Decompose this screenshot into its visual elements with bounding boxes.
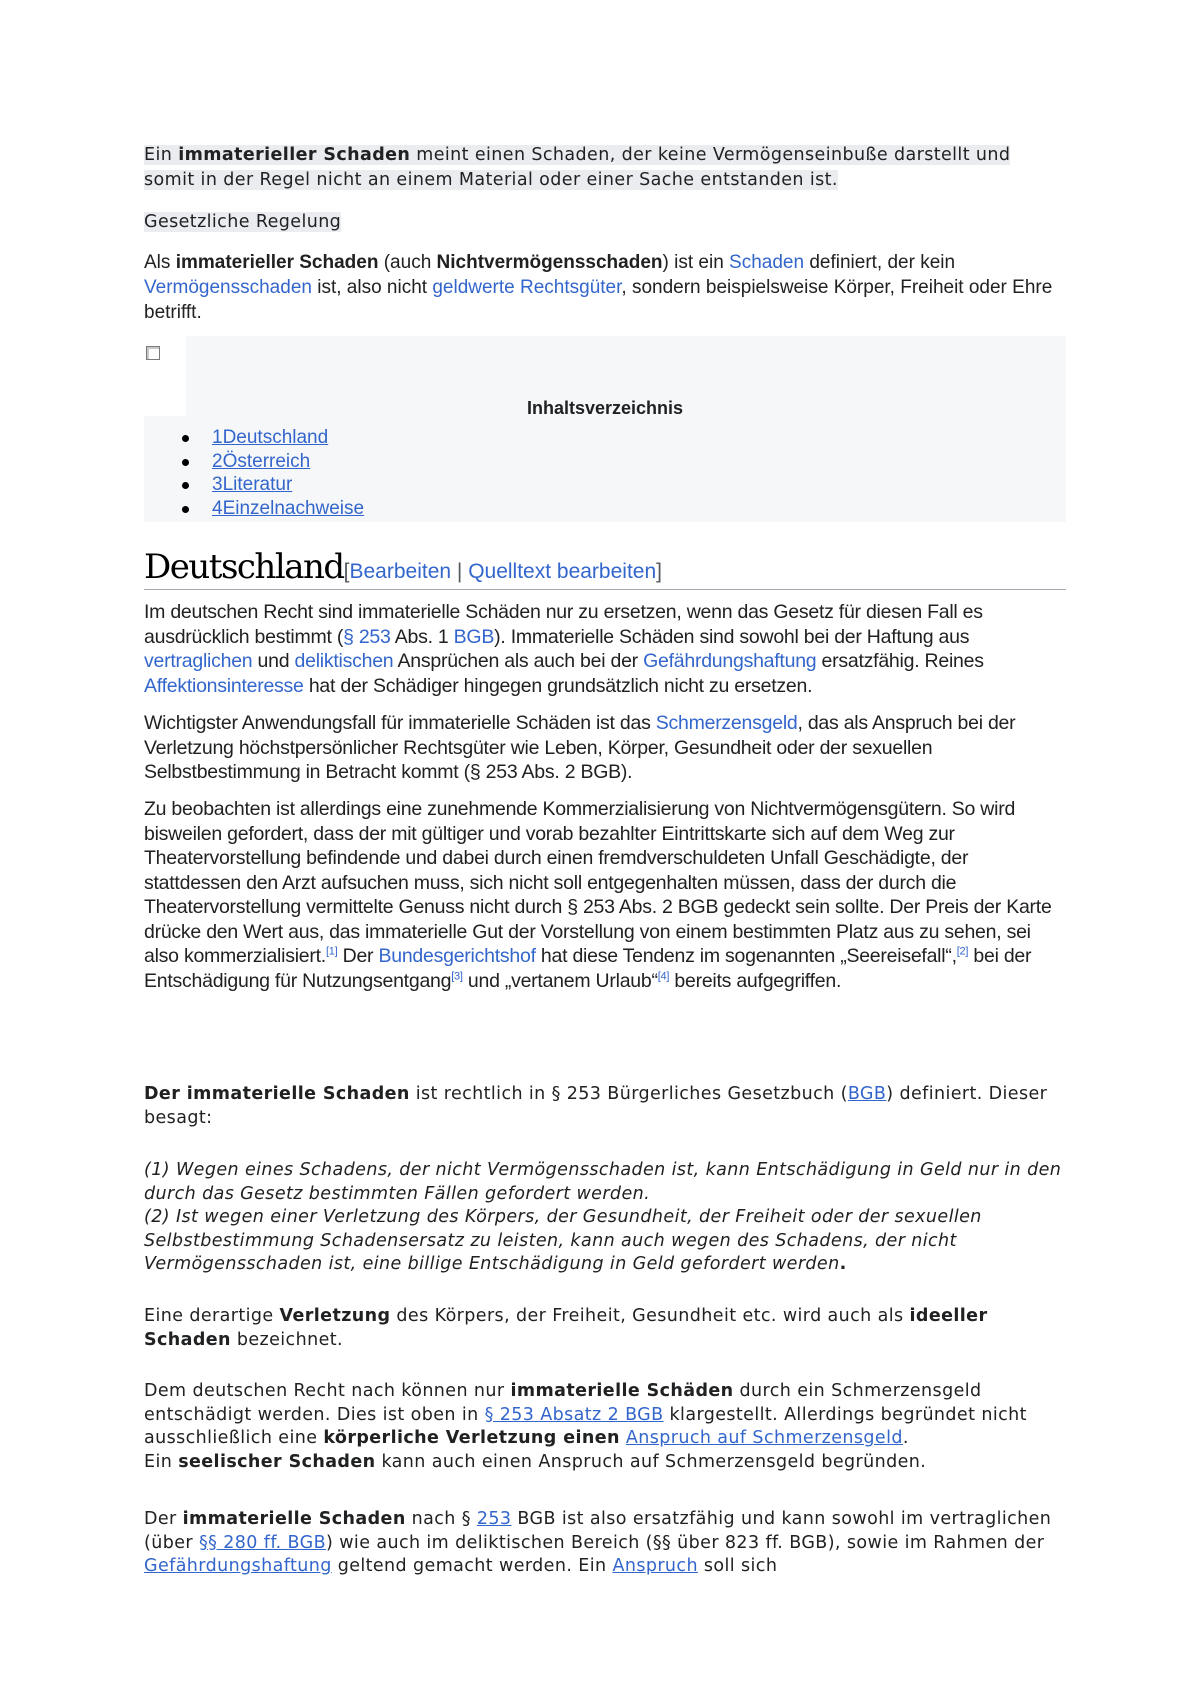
paragraph-text: Ein [144,1451,179,1472]
schmerzensgeld-paragraph [144,1380,1064,1474]
section-title: Deutschland [144,547,344,587]
paragraph-text: Zu beobachten ist allerdings eine zunehmende Kommerzialisierung von Nichtvermögensgütern. So wird bisweilen gefordert, dass der mit gültiger und vorab bezahlter Eintrittskarte sich auf dem Weg zur Theatervorstellung befindende und dabei durch einen fremdverschuldeten Unfall Geschädigte, der stattdessen den Arzt aufsuchen muss, sich nicht soll entgegenhalten müssen, dass der durch die Theatervorstellung vermittelte Genuss nicht durch § 253 Abs. 2 BGB gedeckt sein sollte. Der Preis der Karte drücke den Wert aus, das immaterielle Gut der Vorstellung von einem bestimmten Platz aus zu sehen, sei also kommerzialisiert. [144,798,1052,967]
toc-item [182,473,364,497]
link-affektionsinteresse[interactable]: Affektionsinteresse [144,674,304,697]
law-quote-section-1: (1) Wegen eines Schadens, der nicht Vermögensschaden ist, kann Entschädigung in Geld nur in den durch das Gesetz bestimmten Fällen gefordert werden. [144,1160,1062,1204]
paragraph-text: Wichtigster Anwendungsfall für immaterielle Schäden ist das [144,712,656,734]
toc-toggle-checkbox[interactable] [146,346,160,360]
toc-link-literatur[interactable]: 3Literatur [212,474,293,495]
link-anspruch[interactable]: Anspruch [612,1556,698,1576]
lead-text: Als [144,252,176,273]
paragraph-text: bereits aufgegriffen. [669,969,842,992]
paragraph-text: hat der Schädiger hingegen grundsätzlich nicht zu ersetzen. [303,674,813,697]
link-anspruch-auf-schmerzensgeld[interactable]: Anspruch auf Schmerzensgeld [625,1428,903,1448]
lead-bold-term: Nichtvermögensschaden [436,252,663,273]
paragraph-3 [144,797,1064,993]
toc-link-einzelnachweise[interactable]: 4Einzelnachweise [212,497,365,519]
link-vertraglichen[interactable]: vertraglichen [144,650,253,672]
paragraph-text: Eine derartige [144,1306,280,1326]
intro-text: Ein [144,145,179,165]
lead-text: , sondern beispielsweise Körper, Freiheit oder Ehre betrifft. [144,277,1053,323]
paragraph-text: Der [337,945,379,967]
section-edit-links [344,560,662,583]
toc-item [182,497,364,521]
subheading [144,210,341,234]
paragraph-text: bezeichnet. [230,1329,343,1350]
link-253-absatz-2-bgb[interactable]: § 253 Absatz 2 BGB [484,1404,664,1425]
paragraph-text: hat diese Tendenz im sogenannten „Seereisefall“, [535,945,957,967]
reference-1[interactable]: [1] [325,945,338,958]
table-of-contents [144,336,1066,522]
toc-item [182,450,364,474]
toc-link-oesterreich[interactable]: 2Österreich [212,450,311,472]
toc-item [182,426,364,450]
bold-term: körperliche Verletzung einen [323,1428,620,1448]
link-gefaehrdungshaftung[interactable]: Gefährdungshaftung [144,1556,332,1576]
edit-link[interactable]: Bearbeiten [349,560,452,583]
link-bgb[interactable]: BGB [847,1084,887,1104]
link-253[interactable]: 253 [476,1509,512,1529]
source-edit-link[interactable]: Quelltext bearbeiten [468,560,657,583]
law-quote-end: . [839,1254,847,1274]
toc-title: Inhaltsverzeichnis [526,398,684,418]
intro-highlight [144,145,1010,190]
paragraph-text: BGB ist also ersatzfähig und kann sowohl im vertraglichen (über [144,1509,1052,1553]
paragraph-text: geltend gemacht werden. Ein [331,1556,613,1576]
bold-term: ideeller Schaden [144,1306,988,1350]
lead-text: (auch [378,252,437,273]
definition-paragraph [144,1083,1064,1130]
paragraph-text: , das als Anspruch bei der Verletzung höchstpersönlicher Rechtsgüter wie Leben, Körper, Gesundheit oder der sexuellen Selbstbestimmung in Betracht kommt (§ 253 Abs. 2 BGB). [144,712,1016,783]
paragraph-text: durch ein Schmerzensgeld entschädigt werden. Dies ist oben in [144,1381,982,1425]
ersatzfaehig-paragraph [144,1508,1064,1579]
subheading-text: Gesetzliche Regelung [144,212,342,232]
link-schaden[interactable]: Schaden [729,252,805,273]
paragraph-text: kann auch einen Anspruch auf Schmerzensgeld begründen. [375,1451,927,1472]
bold-term: seelischer Schaden [178,1451,376,1472]
link-deliktischen[interactable]: deliktischen [294,650,394,672]
edit-bracket: [ [343,560,350,583]
toc-link-deutschland[interactable]: 1Deutschland [212,427,329,448]
bold-term: Der immaterielle Schaden [144,1084,410,1104]
link-280-ff-bgb[interactable]: §§ 280 ff. BGB [198,1532,327,1553]
intro-paragraph [144,143,1064,193]
paragraph-text: . [902,1428,909,1448]
paragraph-text: nach § [405,1509,477,1529]
paragraph-text: und „vertanem Urlaub“ [462,969,658,992]
reference-2[interactable]: [2] [956,945,969,958]
paragraph-text: Abs. 1 [390,625,454,648]
paragraph-text: ) wie auch im deliktischen Bereich (§§ über 823 ff. BGB), sowie im Rahmen der [326,1532,1045,1553]
paragraph-text: Im deutschen Recht sind immaterielle Schäden nur zu ersetzen, wenn das Gesetz für diesen Fall es ausdrücklich bestimmt ( [144,601,983,648]
paragraph-text: Der [144,1509,183,1529]
intro-text: meint einen Schaden, der keine Vermögenseinbuße darstellt und somit in der Regel nicht an einem Material oder einer Sache entstanden ist. [144,145,1011,190]
link-bundesgerichtshof[interactable]: Bundesgerichtshof [378,945,536,967]
reference-3[interactable]: [3] [451,970,463,982]
intro-bold-term: immaterieller Schaden [178,145,411,165]
lead-bold-term: immaterieller Schaden [175,252,379,273]
law-quote-section-2 [144,1206,1064,1277]
paragraph-text: klargestellt. Allerdings begründet nicht ausschließlich eine [144,1404,1027,1448]
lead-text: definiert, der kein [804,252,956,273]
link-paragraph-253[interactable]: § 253 [343,625,391,648]
paragraph-2 [144,711,1064,785]
link-vermoegensschaden[interactable]: Vermögensschaden [144,277,312,298]
paragraph-text: Dem deutschen Recht nach können nur [144,1381,511,1401]
link-bgb[interactable]: BGB [453,625,495,648]
link-geldwerte-rechtsgueter[interactable]: geldwerte Rechtsgüter [432,277,622,298]
reference-4[interactable]: [4] [657,970,670,982]
paragraph-text: ). Immaterielle Schäden sind sowohl bei der Haftung aus [494,625,970,648]
paragraph-1 [144,600,1064,698]
link-gefaehrdungshaftung[interactable]: Gefährdungshaftung [643,650,817,672]
edit-bracket: ] [656,560,662,583]
paragraph-text: ersatzfähig. Reines [816,650,984,672]
bold-term: Verletzung [279,1306,391,1326]
paragraph-text: bei der Entschädigung für Nutzungsentgang [144,945,1032,992]
link-schmerzensgeld[interactable]: Schmerzensgeld [655,712,798,734]
paragraph-text: und [252,650,295,672]
bold-term: immaterielle Schäden [510,1381,734,1401]
lead-text: ) ist ein [662,252,730,273]
paragraph-text: ist rechtlich in § 253 Bürgerliches Gesetzbuch ( [409,1084,848,1104]
lead-paragraph [144,250,1064,325]
lead-text: ist, also nicht [311,277,433,298]
paragraph-text: Ansprüchen als auch bei der [393,650,644,672]
paragraph-text: soll sich [697,1556,778,1576]
paragraph-text: ) definiert. Dieser besagt: [144,1084,1048,1128]
section-heading [144,545,1066,590]
law-quote [144,1159,1064,1277]
law-quote-text: (2) Ist wegen einer Verletzung des Körpers, der Gesundheit, der Freiheit oder der sexuellen Selbstbestimmung Schadensersatz zu leisten, kann auch wegen des Schadens, der nicht Vermögensschaden ist, eine billige Entschädigung in Geld gefordert werden [144,1207,982,1274]
bold-term: immaterielle Schaden [182,1509,406,1529]
edit-separator: | [451,560,469,583]
toc-list [182,426,364,520]
paragraph-text: des Körpers, der Freiheit, Gesundheit etc. wird auch als [390,1306,910,1326]
ideeller-schaden-paragraph [144,1305,1064,1352]
